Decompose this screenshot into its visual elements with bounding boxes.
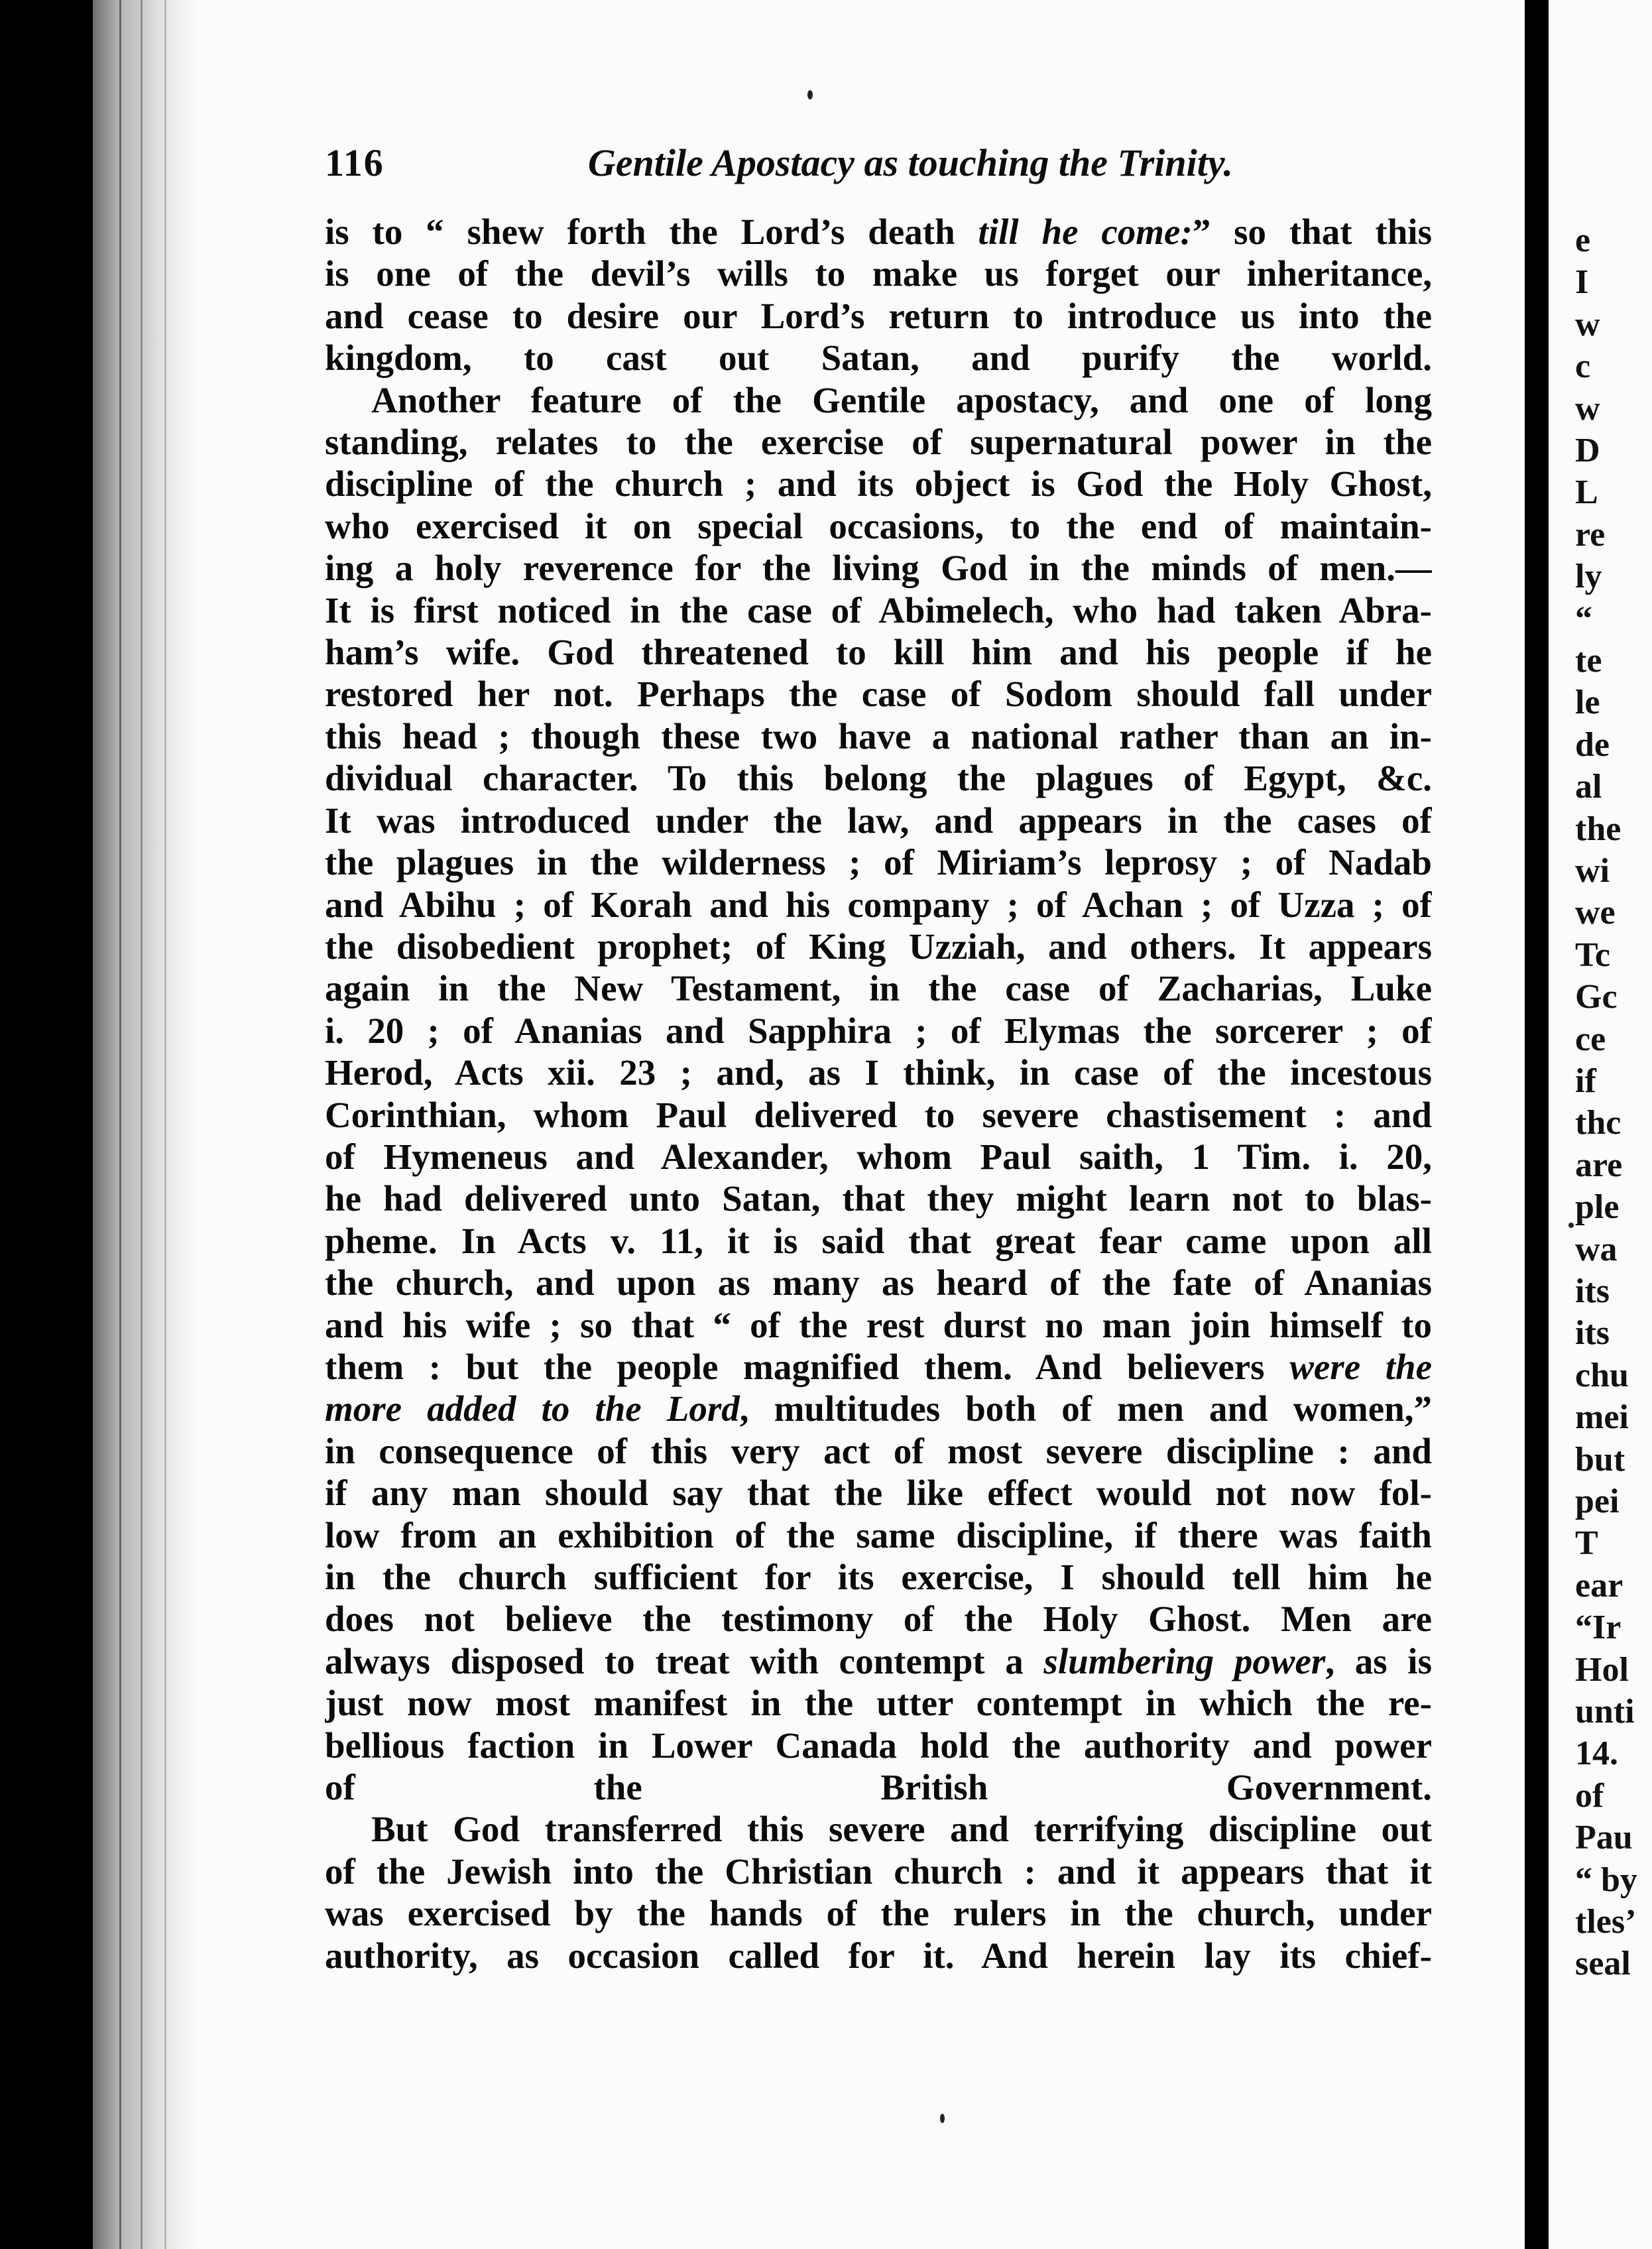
facing-page-fragment: ly	[1575, 558, 1602, 596]
text-run: of Hymeneus and Alexander, whom Paul saith, 1 Tim. i. 20,	[325, 1136, 1432, 1177]
text-line	[325, 379, 1432, 421]
text-run: if any man should say that the like effect would not now fol-	[325, 1473, 1432, 1514]
text-run: is to “ shew forth the Lord’s death	[325, 212, 978, 252]
italic-text-run: more added to the Lord	[325, 1388, 740, 1429]
facing-page-fragment: its	[1575, 1314, 1610, 1353]
text-line	[325, 800, 1432, 841]
text-line	[325, 1472, 1432, 1514]
page-gutter	[93, 0, 199, 2249]
text-run: does not believe the testimony of the Holy Ghost. Men are	[325, 1599, 1432, 1640]
text-run: this head ; though these two have a national rather than an in-	[325, 715, 1432, 757]
facing-page-fragment: “ by	[1575, 1860, 1637, 1899]
facing-page-fragment: unti	[1575, 1693, 1635, 1731]
text-run: restored her not. Perhaps the case of Sodom should fall under	[325, 674, 1432, 715]
facing-page	[1549, 0, 1652, 2249]
facing-page-fragment: if	[1575, 1062, 1596, 1100]
text-run: of the British Government.	[325, 1767, 1432, 1808]
text-run: , multitudes both of men and women,”	[739, 1388, 1432, 1429]
text-line	[325, 926, 1432, 967]
text-run: discipline of the church ; and its object is God the Holy Ghost,	[325, 463, 1432, 505]
scan-speck	[940, 2114, 945, 2123]
facing-page-fragment: thc	[1575, 1104, 1622, 1142]
scan-speck	[1568, 1223, 1574, 1228]
text-run: and his wife ; so that “ of the rest durst no man join himself to	[325, 1304, 1432, 1345]
text-line	[325, 463, 1432, 505]
text-line	[325, 1262, 1432, 1304]
text-line	[325, 1346, 1432, 1388]
text-line	[325, 1682, 1432, 1724]
facing-page-fragment: e	[1575, 221, 1591, 259]
facing-page-fragment: c	[1575, 347, 1591, 386]
text-run: just now most manifest in the utter contempt in which the re-	[325, 1683, 1432, 1724]
text-run: ” so that this	[1192, 212, 1432, 252]
text-run: Corinthian, whom Paul delivered to severe chastisement : and	[325, 1094, 1432, 1135]
text-line	[325, 1430, 1432, 1472]
text-line	[325, 421, 1432, 463]
text-line	[325, 211, 1432, 253]
text-run: he had delivered unto Satan, that they might learn not to blas-	[325, 1178, 1432, 1219]
text-line	[325, 1598, 1432, 1640]
text-line	[325, 1388, 1432, 1429]
text-run: It was introduced under the law, and appears in the cases of	[325, 800, 1432, 841]
text-line	[325, 1766, 1432, 1808]
scanner-background	[0, 0, 93, 2249]
text-run: Herod, Acts xii. 23 ; and, as I think, in case of the incestous	[325, 1052, 1432, 1093]
text-line	[325, 631, 1432, 673]
text-line	[325, 337, 1432, 379]
italic-text-run: till he come:	[978, 212, 1193, 252]
text-line	[325, 1304, 1432, 1346]
text-run: standing, relates to the exercise of supernatural power in the	[325, 422, 1432, 463]
text-line	[325, 295, 1432, 337]
text-run: who exercised it on special occasions, to the end of maintain-	[325, 505, 1432, 546]
text-line	[325, 757, 1432, 799]
facing-page-fragment: but	[1575, 1440, 1625, 1479]
text-run: i. 20 ; of Ananias and Sapphira ; of Elymas the sorcerer ; of	[325, 1010, 1432, 1051]
facing-page-fragment: of	[1575, 1776, 1604, 1815]
facing-page-fragment: w	[1575, 389, 1600, 428]
facing-page-fragment: chu	[1575, 1356, 1629, 1394]
text-run: of the Jewish into the Christian church : and it appears that it	[325, 1851, 1432, 1892]
text-line	[325, 1010, 1432, 1052]
facing-page-fragment: te	[1575, 642, 1602, 680]
facing-page-fragment: Hol	[1575, 1650, 1629, 1689]
text-line	[325, 1640, 1432, 1682]
facing-page-fragment: ce	[1575, 1020, 1606, 1058]
text-line	[325, 1892, 1432, 1934]
text-run: dividual character. To this belong the plagues of Egypt, &c.	[325, 758, 1432, 799]
facing-page-fragment: Pau	[1575, 1819, 1633, 1857]
text-run: pheme. In Acts v. 11, it is said that great fear came upon all	[325, 1220, 1432, 1261]
facing-page-fragment: Tc	[1575, 936, 1610, 974]
text-line	[325, 715, 1432, 757]
facing-page-fragment: pei	[1575, 1483, 1620, 1520]
facing-page-fragment: w	[1575, 305, 1600, 343]
text-run: and cease to desire our Lord’s return to introduce us into the	[325, 295, 1432, 336]
gutter-line	[119, 0, 121, 2249]
text-line	[325, 1178, 1432, 1219]
text-run: , as is	[1325, 1640, 1432, 1681]
facing-page-fragment: “Ir	[1575, 1609, 1622, 1647]
text-run: them : but the people magnified them. And believers	[325, 1346, 1290, 1387]
text-line	[325, 589, 1432, 631]
running-header	[325, 141, 1233, 194]
text-line	[325, 1220, 1432, 1262]
text-line	[325, 967, 1432, 1009]
body-text	[325, 211, 1432, 1976]
text-line	[325, 253, 1432, 294]
facing-page-fragment: I	[1575, 263, 1589, 302]
text-line	[325, 884, 1432, 926]
facing-page-fragment: Gc	[1575, 978, 1618, 1016]
facing-page-fragment: wi	[1575, 852, 1610, 890]
text-line	[325, 1052, 1432, 1093]
italic-text-run: were the	[1289, 1346, 1432, 1387]
text-run: always disposed to treat with contempt a	[325, 1640, 1044, 1681]
text-run: in the church sufficient for its exercise, I should tell him he	[325, 1557, 1432, 1597]
text-run: It is first noticed in the case of Abimelech, who had taken Abra-	[325, 589, 1432, 631]
text-line	[325, 1514, 1432, 1556]
text-run: and Abihu ; of Korah and his company ; of Achan ; of Uzza ; of	[325, 884, 1432, 925]
text-run: kingdom, to cast out Satan, and purify the world.	[325, 337, 1432, 379]
paragraph	[325, 211, 1432, 1976]
facing-page-fragment: al	[1575, 768, 1602, 806]
facing-page-fragment: ple	[1575, 1188, 1620, 1227]
facing-page-fragment: the	[1575, 810, 1622, 848]
facing-page-fragment: L	[1575, 473, 1598, 512]
facing-page-fragment: de	[1575, 725, 1610, 764]
text-run: the disobedient prophet; of King Uzziah, and others. It appears	[325, 926, 1432, 967]
page-divider	[1525, 0, 1549, 2249]
facing-page-fragment: le	[1575, 684, 1600, 722]
text-run: authority, as occasion called for it. And herein lay its chief-	[325, 1935, 1432, 1976]
facing-page-fragment: mei	[1575, 1398, 1629, 1437]
gutter-line	[141, 0, 143, 2249]
text-run: the church, and upon as many as heard of the fate of Ananias	[325, 1262, 1432, 1304]
page-number: 116	[325, 141, 384, 184]
italic-text-run: slumbering power	[1043, 1640, 1326, 1681]
text-run: ham’s wife. God threatened to kill him and his people if he	[325, 632, 1432, 673]
facing-page-fragment: are	[1575, 1146, 1623, 1184]
text-line	[325, 1851, 1432, 1892]
text-run: But God transferred this severe and terrifying discipline out	[371, 1809, 1432, 1850]
text-line	[325, 547, 1432, 589]
gutter-line	[164, 0, 166, 2249]
text-run: the plagues in the wilderness ; of Miriam’s leprosy ; of Nadab	[325, 842, 1432, 883]
text-run: Another feature of the Gentile apostacy, and one of long	[371, 379, 1432, 420]
facing-page-fragment: we	[1575, 894, 1616, 932]
text-run: in consequence of this very act of most severe discipline : and	[325, 1430, 1432, 1471]
facing-page-fragment: 14.	[1575, 1734, 1618, 1773]
text-line	[325, 505, 1432, 547]
facing-page-fragment: wa	[1575, 1230, 1618, 1268]
text-line	[325, 673, 1432, 715]
text-line	[325, 1094, 1432, 1136]
text-line	[325, 1725, 1432, 1766]
facing-page-fragment: re	[1575, 515, 1606, 554]
facing-page-fragment: its	[1575, 1272, 1610, 1310]
facing-page-fragment: D	[1575, 432, 1600, 469]
text-run: low from an exhibition of the same discipline, if there was faith	[325, 1514, 1432, 1555]
text-line	[325, 1808, 1432, 1850]
text-run: again in the New Testament, in the case of Zacharias, Luke	[325, 968, 1432, 1009]
facing-page-fragment: “	[1575, 599, 1592, 638]
facing-page-fragment: ear	[1575, 1566, 1623, 1605]
text-run: ing a holy reverence for the living God in the minds of men.—	[325, 548, 1432, 589]
facing-page-fragment: tles’	[1575, 1903, 1637, 1941]
text-line	[325, 841, 1432, 883]
page-header-title: Gentile Apostacy as touching the Trinity.	[587, 141, 1233, 184]
facing-page-fragment: T	[1575, 1524, 1598, 1563]
text-line	[325, 1556, 1432, 1598]
text-run: is one of the devil’s wills to make us forget our inheritance,	[325, 253, 1432, 294]
text-line	[325, 1136, 1432, 1178]
scan-speck	[807, 90, 813, 99]
facing-page-fragment: seal	[1575, 1945, 1631, 1983]
text-line	[325, 1935, 1432, 1976]
text-run: was exercised by the hands of the rulers in the church, under	[325, 1893, 1432, 1934]
text-run: bellious faction in Lower Canada hold the authority and power	[325, 1725, 1432, 1766]
